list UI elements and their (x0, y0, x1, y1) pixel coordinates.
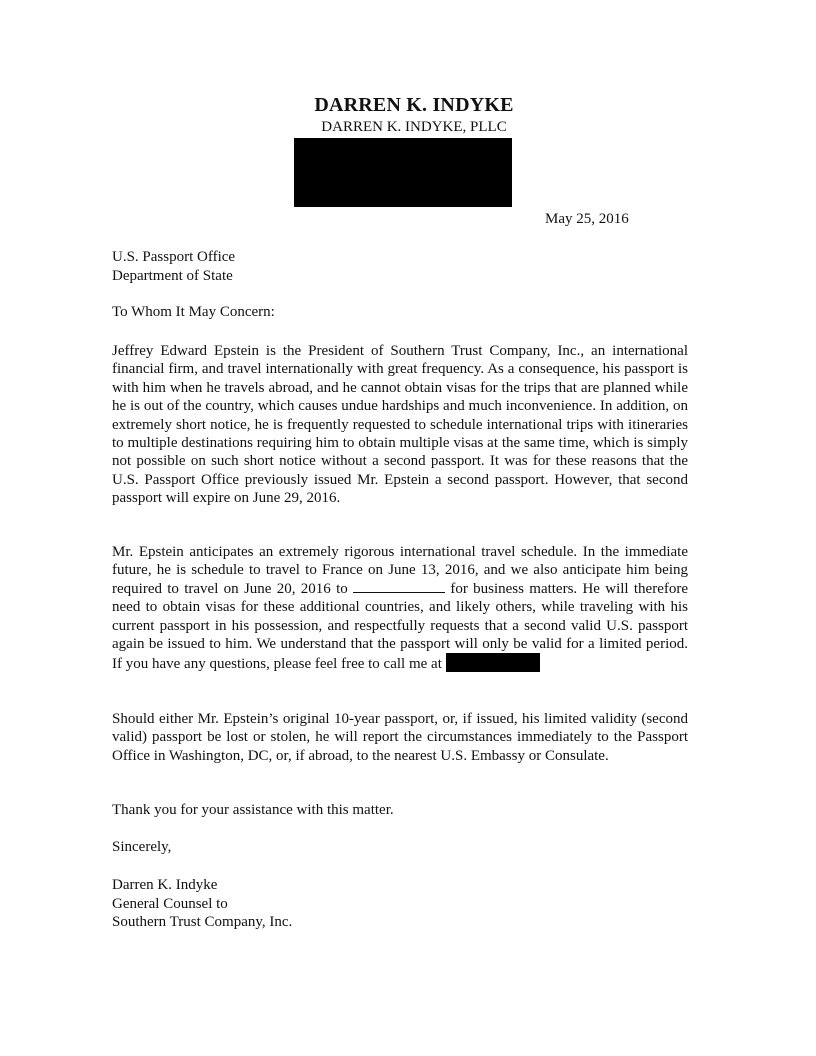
redacted-address-block (294, 138, 512, 207)
redacted-phone-number (446, 653, 540, 672)
body-paragraph-1: Jeffrey Edward Epstein is the President of Southern Trust Company, Inc., an international financial firm, and travel internationally with great frequency. As a consequence, his passport is with him when he travels abroad, and he cannot obtain visas for the trips that are planned while he is out of the country, which causes undue hardships and much inconvenience. In addition, on extremely short notice, he is frequently requested to schedule international trips with itineraries to multiple destinations requiring him to obtain multiple visas at the same time, which is simply not possible on such short notice without a second passport. It was for these reasons that the U.S. Passport Office previously issued Mr. Epstein a second passport. However, that second passport will expire on June 29, 2016. (112, 343, 688, 507)
body-paragraph-3: Should either Mr. Epstein’s original 10-year passport, or, if issued, his limited validity (second valid) passport be lost or stolen, he will report the circumstances immediately to the Passport Office in Washington, DC, or, if abroad, to the nearest U.S. Embassy or Consulate. (112, 711, 688, 764)
letter-date: May 25, 2016 (545, 211, 629, 227)
closing: Sincerely, (112, 839, 172, 855)
recipient-block (112, 248, 235, 286)
letterhead-name: DARREN K. INDYKE (314, 94, 514, 116)
recipient-line-2: Department of State (112, 268, 233, 284)
recipient-line-1: U.S. Passport Office (112, 249, 236, 265)
signature-block (112, 876, 292, 932)
signer-title: General Counsel to (112, 895, 228, 912)
salutation: To Whom It May Concern: (112, 304, 275, 320)
blank-destination-line (353, 580, 445, 593)
signer-company: Southern Trust Company, Inc. (112, 914, 293, 930)
letterhead-firm: DARREN K. INDYKE, PLLC (321, 119, 507, 135)
paragraph-2-text-a: Mr. Epstein anticipates an extremely rigorous international travel schedule. In the immediate future, he is schedule to travel to France on June 13, 2016, and we also anticipate him being required to travel on June 20, 2016 to (112, 544, 688, 597)
thanks-line: Thank you for your assistance with this matter. (112, 802, 394, 818)
body-paragraph-2 (112, 543, 688, 674)
signer-name: Darren K. Indyke (112, 877, 218, 893)
paragraph-2-text-b: for business matters. He will therefore need to obtain visas for these additional countries, and likely others, while traveling with his current passport in his possession, and respectfully requests that a second valid U.S. passport again be issued to him. We understand that the passport will only be valid for a limited period. If you have any questions, please feel free to call me at (112, 580, 689, 673)
